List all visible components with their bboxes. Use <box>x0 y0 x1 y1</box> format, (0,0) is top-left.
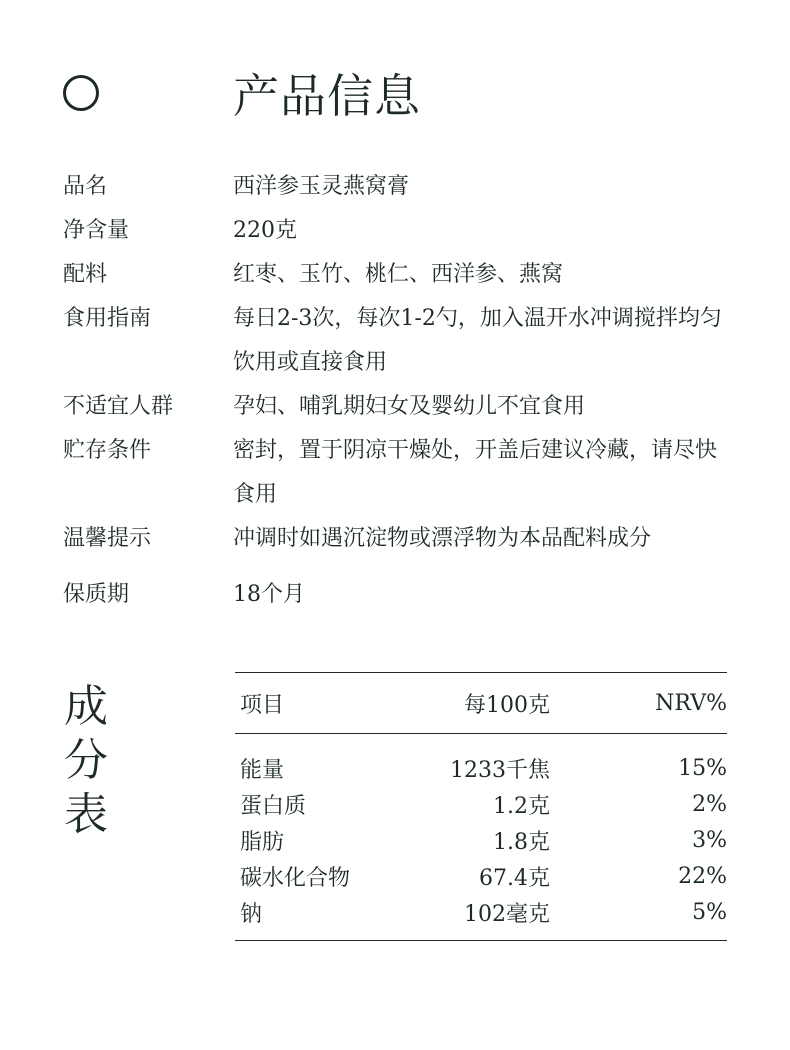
info-row-net-weight <box>63 209 733 253</box>
info-label: 配料 <box>63 262 108 287</box>
info-value: 220克 <box>233 218 297 243</box>
info-label: 贮存条件 <box>63 438 152 463</box>
info-row-usage <box>63 297 733 385</box>
cell-item: 碳水化合物 <box>240 865 351 891</box>
info-label: 不适宜人群 <box>63 394 174 419</box>
info-row-ingredients <box>63 253 733 297</box>
info-value: 红枣、玉竹、桃仁、西洋参、燕窝 <box>233 262 564 287</box>
header-nrv: NRV% <box>655 690 727 716</box>
cell-nrv: 5% <box>692 899 727 925</box>
product-info-list <box>63 165 733 617</box>
info-row-unsuitable <box>63 385 733 429</box>
table-body <box>235 734 727 940</box>
info-label: 保质期 <box>63 582 130 607</box>
nutrition-heading <box>64 680 124 842</box>
nutrition-heading-char: 分 <box>64 735 108 786</box>
cell-per100: 1.2克 <box>493 793 550 819</box>
info-row-tip <box>63 517 733 561</box>
info-value: 18个月 <box>233 582 305 607</box>
page-title: 产品信息 <box>233 69 421 123</box>
nutrition-heading-char: 表 <box>64 789 108 840</box>
table-row <box>235 822 727 858</box>
cell-item: 蛋白质 <box>240 793 307 819</box>
cell-per100: 1.8克 <box>493 829 550 855</box>
header-item: 项目 <box>240 692 285 718</box>
cell-nrv: 3% <box>692 827 727 853</box>
info-label: 食用指南 <box>63 306 152 331</box>
cell-per100: 1233千焦 <box>450 757 550 783</box>
info-value: 密封，置于阴凉干燥处，开盖后建议冷藏，请尽快食用 <box>233 438 718 507</box>
info-label: 净含量 <box>63 218 130 243</box>
info-label: 品名 <box>63 174 108 199</box>
table-row <box>235 750 727 786</box>
cell-nrv: 2% <box>692 791 727 817</box>
circle-icon <box>63 75 99 111</box>
header-per100: 每100克 <box>464 692 550 718</box>
info-value: 西洋参玉灵燕窝膏 <box>233 174 410 199</box>
cell-item: 钠 <box>240 901 263 927</box>
cell-nrv: 22% <box>678 863 727 889</box>
info-label: 温馨提示 <box>63 526 152 551</box>
info-value: 孕妇、哺乳期妇女及婴幼儿不宜食用 <box>233 394 586 419</box>
table-row <box>235 786 727 822</box>
info-row-shelf-life <box>63 573 733 617</box>
cell-item: 脂肪 <box>240 829 285 855</box>
cell-per100: 102毫克 <box>464 901 550 927</box>
cell-per100: 67.4克 <box>479 865 550 891</box>
nutrition-table <box>235 672 727 941</box>
table-header-row <box>235 673 727 733</box>
table-bottom-rule <box>235 940 727 941</box>
info-row-name <box>63 165 733 209</box>
table-row <box>235 894 727 930</box>
info-row-storage <box>63 429 733 517</box>
info-value: 冲调时如遇沉淀物或漂浮物为本品配料成分 <box>233 526 652 551</box>
cell-nrv: 15% <box>678 755 727 781</box>
info-value: 每日2-3次，每次1-2勺，加入温开水冲调搅拌均匀饮用或直接食用 <box>233 306 722 375</box>
cell-item: 能量 <box>240 757 285 783</box>
table-row <box>235 858 727 894</box>
nutrition-heading-char: 成 <box>64 681 108 732</box>
